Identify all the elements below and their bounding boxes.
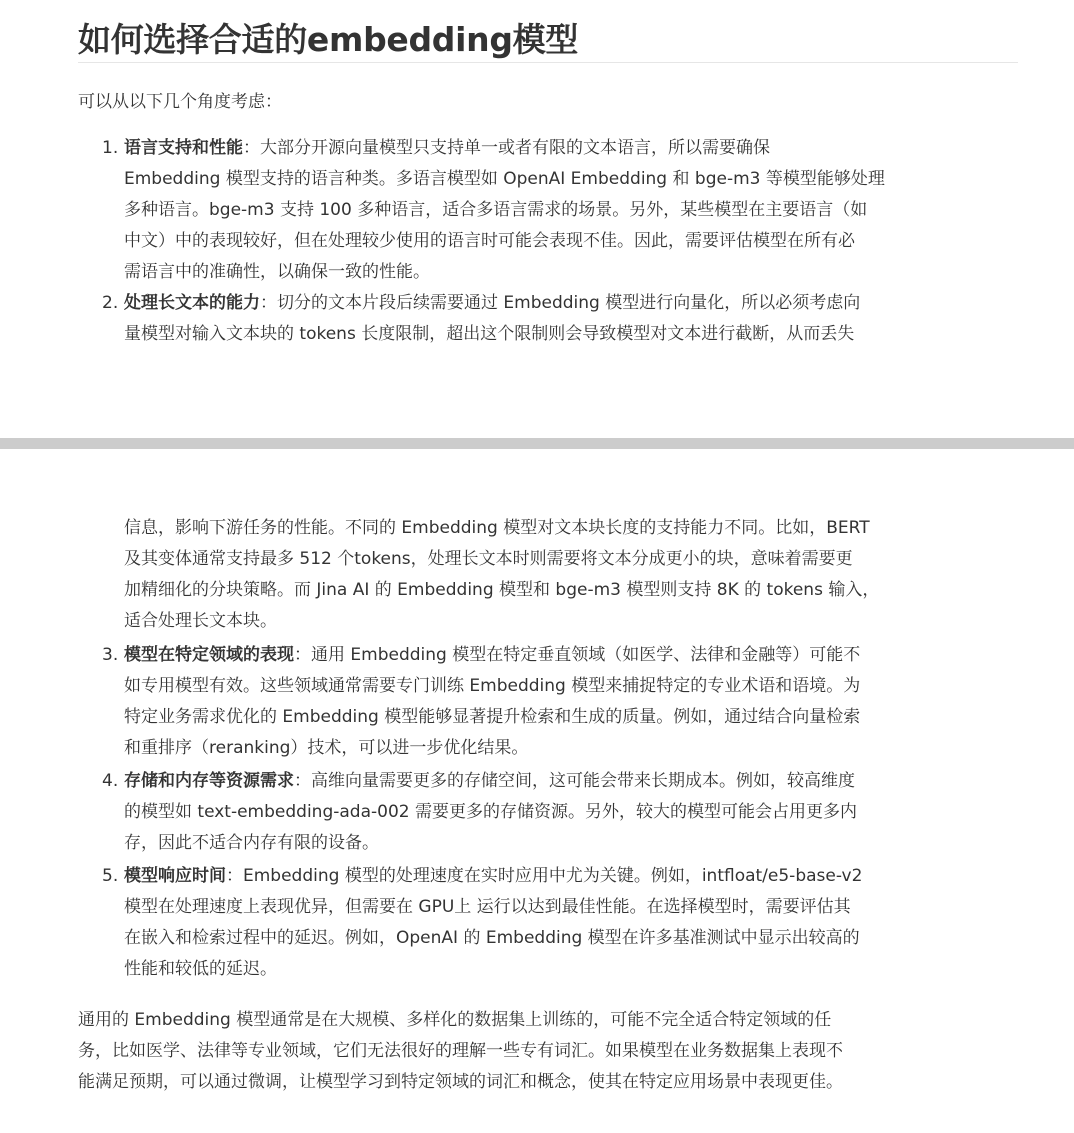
item-text-line: 特定业务需求优化的 Embedding 模型能够显著提升检索和生成的质量。例如，通过结合向量检索 bbox=[124, 707, 861, 727]
item-text-line: 高维向量需要更多的存储空间，这可能会带来长期成本。例如，较高维度 bbox=[311, 771, 855, 791]
title-divider bbox=[78, 62, 1018, 63]
item-term: 语言支持和性能 bbox=[124, 138, 243, 158]
item-text-line: 大部分开源向量模型只支持单一或者有限的文本语言，所以需要确保 bbox=[260, 138, 770, 158]
item-text-line: 通用 Embedding 模型在特定垂直领域（如医学、法律和金融等）可能不 bbox=[311, 645, 861, 665]
item-text-line: 的模型如 text-embedding-ada-002 需要更多的存储资源。另外，较大的模型可能会占用更多内 bbox=[124, 802, 857, 822]
item-text-line: Embedding 模型支持的语言种类。多语言模型如 OpenAI Embedding 和 bge-m3 等模型能够处理 bbox=[124, 169, 885, 189]
item-term: 模型在特定领域的表现 bbox=[124, 645, 294, 665]
item-text-line: 性能和较低的延迟。 bbox=[124, 959, 277, 979]
item-text-line: 模型在处理速度上表现优异，但需要在 GPU上 运行以达到最佳性能。在选择模型时，需要评估其 bbox=[124, 897, 851, 917]
item-text-line: 适合处理长文本块。 bbox=[124, 611, 277, 631]
list-number: 5. bbox=[102, 866, 119, 886]
page-break-gap bbox=[0, 438, 1074, 449]
item-text-line: 和重排序（reranking）技术，可以进一步优化结果。 bbox=[124, 738, 529, 758]
closing-paragraph bbox=[78, 1005, 1038, 1098]
item-text-line: 切分的文本片段后续需要通过 Embedding 模型进行向量化，所以必须考虑向 bbox=[277, 293, 861, 313]
list-number: 2. bbox=[102, 293, 119, 313]
item-text-line: 在嵌入和检索过程中的延迟。例如，OpenAI 的 Embedding 模型在许多基准测试中显示出较高的 bbox=[124, 928, 860, 948]
paragraph-line: 通用的 Embedding 模型通常是在大规模、多样化的数据集上训练的，可能不完全适合特定领域的任 bbox=[78, 1010, 832, 1030]
item-text-line: 加精细化的分块策略。而 Jina AI 的 Embedding 模型和 bge-m3 模型则支持 8K 的 tokens 输入， bbox=[124, 580, 880, 600]
intro-text: 可以从以下几个角度考虑： bbox=[78, 92, 282, 112]
item-text-line: 量模型对输入文本块的 tokens 长度限制，超出这个限制则会导致模型对文本进行截断，从而丢失 bbox=[124, 324, 855, 344]
list-number: 4. bbox=[102, 771, 119, 791]
item-text-line: 中文）中的表现较好，但在处理较少使用的语言时可能会表现不佳。因此，需要评估模型在所有必 bbox=[124, 231, 855, 251]
list-number: 1. bbox=[102, 138, 119, 158]
item-text-line: 多种语言。bge-m3 支持 100 多种语言，适合多语言需求的场景。另外，某些模型在主要语言（如 bbox=[124, 200, 868, 220]
item-term: 存储和内存等资源需求 bbox=[124, 771, 294, 791]
item-term: 模型响应时间 bbox=[124, 866, 226, 886]
item-text-line: Embedding 模型的处理速度在实时应用中尤为关键。例如，intfloat/e5-base-v2 bbox=[243, 866, 863, 886]
item-text-line: 如专用模型有效。这些领域通常需要专门训练 Embedding 模型来捕捉特定的专业术语和语境。为 bbox=[124, 676, 861, 696]
item-text-line: 存，因此不适合内存有限的设备。 bbox=[124, 833, 379, 853]
item-text-line: 信息，影响下游任务的性能。不同的 Embedding 模型对文本块长度的支持能力不同。比如，BERT bbox=[124, 518, 870, 538]
item-text-line: 及其变体通常支持最多 512 个tokens，处理长文本时则需要将文本分成更小的块，意味着需要更 bbox=[124, 549, 853, 569]
item-text-line: 需语言中的准确性，以确保一致的性能。 bbox=[124, 262, 430, 282]
list-number: 3. bbox=[102, 645, 119, 665]
paragraph-line: 能满足预期，可以通过微调，让模型学习到特定领域的词汇和概念，使其在特定应用场景中表现更佳。 bbox=[78, 1072, 843, 1092]
item-term: 处理长文本的能力 bbox=[124, 293, 260, 313]
paragraph-line: 务，比如医学、法律等专业领域，它们无法很好的理解一些专有词汇。如果模型在业务数据集上表现不 bbox=[78, 1041, 843, 1061]
page-title: 如何选择合适的embedding模型 bbox=[78, 20, 579, 59]
list-item-2-continued bbox=[124, 513, 1024, 637]
